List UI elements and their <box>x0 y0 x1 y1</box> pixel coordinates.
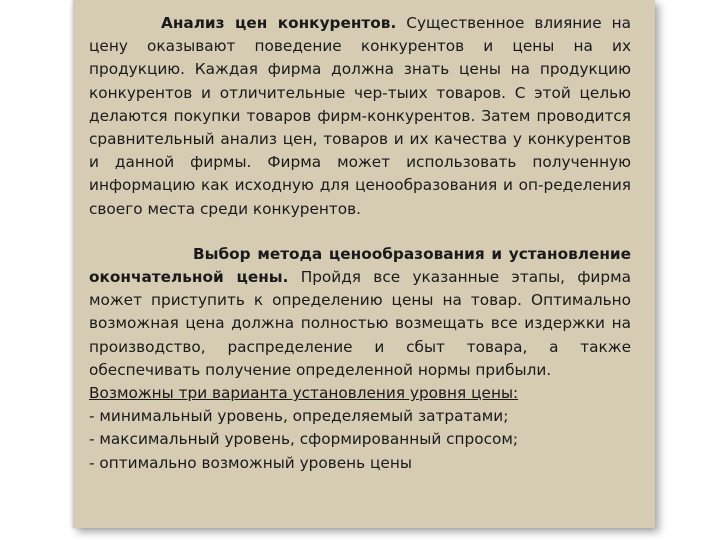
paragraph-competitor-prices <box>89 12 631 221</box>
slide-text <box>89 12 631 475</box>
paragraph-pricing-method-body: Пройдя все указанные этапы, фирма может приступить к определению цены на товар. Оптимально возможная цена должна полностью возмещать все издержки на производство, распределение и сбыт товара, а также обеспечивать получение определенной нормы прибыли. <box>89 268 631 379</box>
variant-item-optimal: - оптимально возможный уровень цены <box>89 453 412 472</box>
variant-item-min: - минимальный уровень, определяемый затратами; <box>89 407 509 426</box>
paragraph-competitor-prices-body: Существенное влияние на цену оказывают поведение конкурентов и цены на их продукцию. Каждая фирма должна знать цены на продукцию конкурентов и отличительные чер-тыих товаров. С этой целью делаются покупки товаров фирм-конкурентов. Затем проводится сравнительный анализ цен, товаров и их качества у конкурентов и данной фирмы. Фирма может использовать полученную информацию как исходную для ценообразования и оп-ределения своего места среди конкурентов. <box>89 14 631 218</box>
heading-pricing-method: Выбор метода ценообразования и установление окончательной цены. <box>89 244 631 287</box>
variants-title: Возможны три варианта установления уровня цены: <box>89 384 519 403</box>
heading-competitor-prices: Анализ цен конкурентов. <box>161 14 397 32</box>
paragraph-pricing-method <box>89 243 631 382</box>
variant-item-max: - максимальный уровень, сформированный спросом; <box>89 430 519 449</box>
